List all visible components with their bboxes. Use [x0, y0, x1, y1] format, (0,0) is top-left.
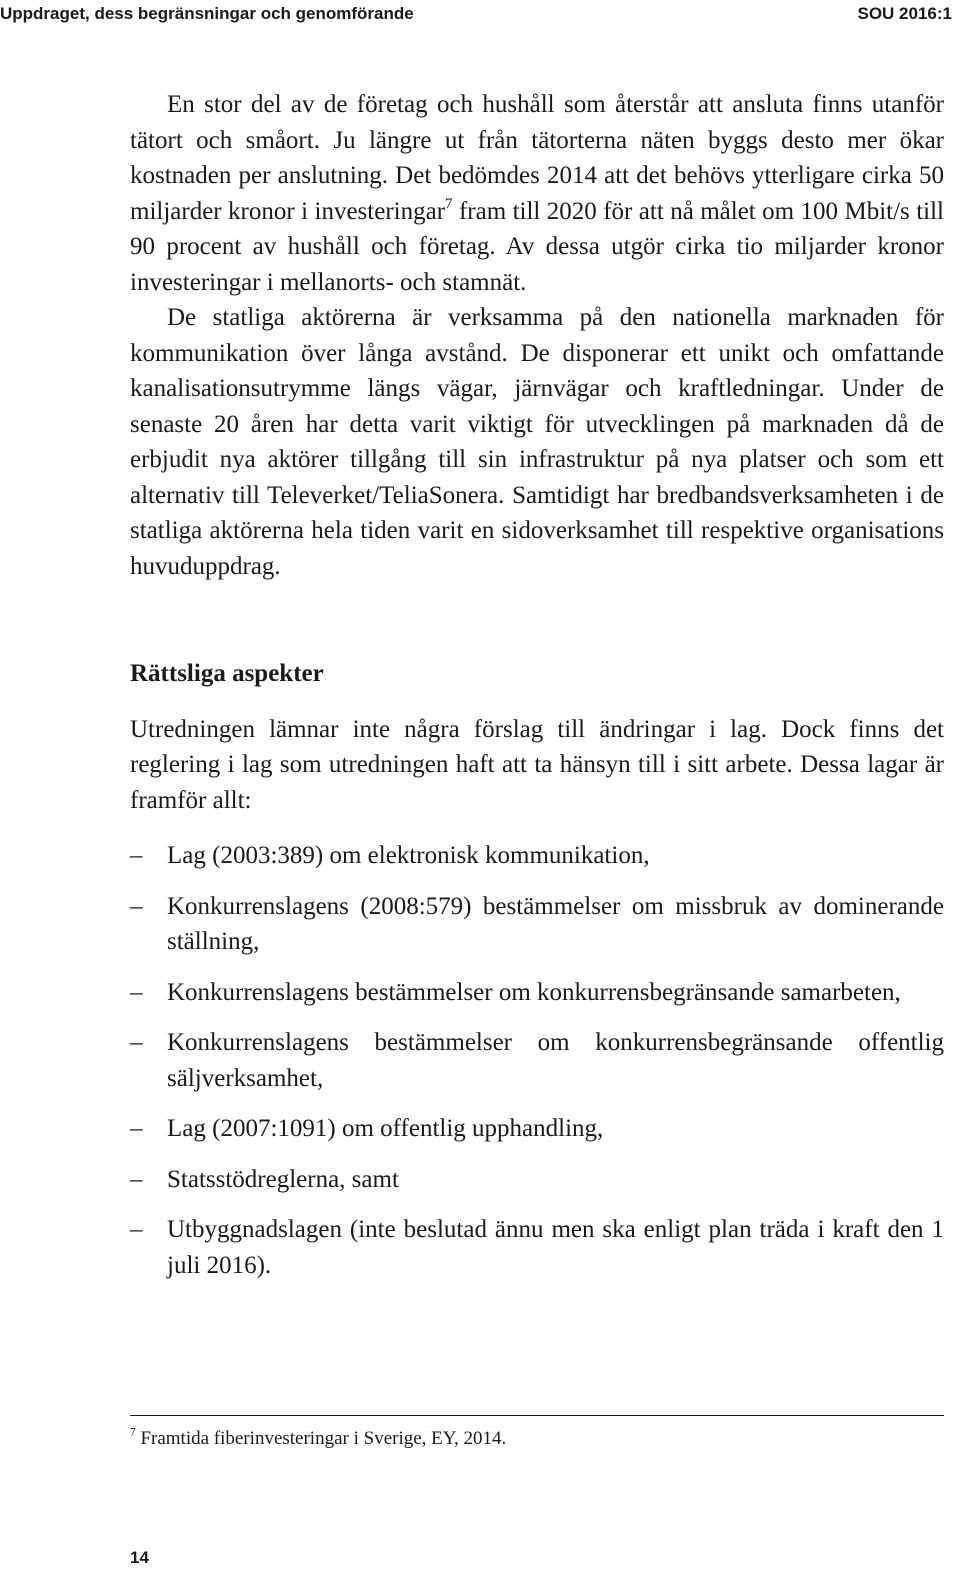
footnote-divider — [130, 1415, 944, 1416]
footnote — [130, 1426, 944, 1452]
page-number: 14 — [130, 1548, 149, 1567]
running-header — [0, 4, 952, 28]
list-item — [130, 1111, 944, 1147]
section-heading: Rättsliga aspekter — [130, 660, 324, 687]
body-paragraph-3: Utredningen lämnar inte några förslag till ändringar i lag. Dock finns det reglering i lag som utredningen haft att ta hänsyn till i sitt arbete. Dessa lagar är framför allt: — [130, 715, 944, 814]
list-item-text: Utbyggnadslagen (inte beslutad ännu men ska enligt plan träda i kraft den 1 juli 2016). — [167, 1216, 944, 1279]
footnote-text: Framtida fiberinvesteringar i Sverige, EY, 2014. — [135, 1428, 507, 1449]
list-item-text: Statsstödreglerna, samt — [167, 1165, 399, 1193]
list-item — [130, 975, 944, 1011]
list-dash: – — [130, 1216, 143, 1243]
footnote-reference: 7 — [445, 195, 453, 212]
report-id: SOU 2016:1 — [857, 4, 952, 23]
list-item — [130, 1162, 944, 1198]
list-dash: – — [130, 842, 143, 869]
list-dash: – — [130, 892, 143, 920]
chapter-title: Uppdraget, dess begränsningar och genomförande — [0, 4, 414, 23]
list-item — [130, 1212, 944, 1283]
paragraph-1-text-a: En stor del av de företag och hushåll som återstår att ansluta finns utanför tätort och småort. Ju längre ut från tätorterna näten byggs desto mer ökar kostnaden per anslutning. Det bedömdes 2014 att det behövs ytterligare cirka 50 miljarder kronor i investeringar — [130, 91, 944, 225]
list-dash: – — [130, 978, 143, 1006]
list-dash: – — [130, 1029, 143, 1056]
list-item-text: Lag (2007:1091) om offentlig upphandling, — [167, 1115, 604, 1142]
list-item — [130, 1025, 944, 1096]
list-item-text: Lag (2003:389) om elektronisk kommunikation, — [167, 842, 650, 869]
page-body — [130, 87, 944, 1298]
list-dash: – — [130, 1115, 143, 1142]
paragraph-1-text-b: fram till 2020 för att nå målet om 100 Mbit/s till 90 procent av hushåll och företag. Av dessa utgör cirka tio miljarder kronor investeringar i mellanorts- och stamnät. — [130, 197, 944, 296]
list-item-text: Konkurrenslagens bestämmelser om konkurrensbegränsande samarbeten, — [167, 978, 901, 1006]
list-item-text: Konkurrenslagens (2008:579) bestämmelser om missbruk av dominerande ställning, — [167, 892, 944, 955]
body-paragraph-2: De statliga aktörerna är verksamma på den nationella marknaden för kommunikation över långa avstånd. De disponerar ett unikt och omfattande kanalisationsutrymme längs vägar, järnvägar och kraftledningar. Under de senaste 20 åren har detta varit viktigt för utvecklingen på marknaden då de erbjudit nya aktörer tillgång till sin infrastruktur på nya platser och som ett alternativ till Televerket/TeliaSonera. Samtidigt har bredbandsverksamheten i de statliga aktörerna hela tiden varit en sidoverksamhet till respektive organisations huvuduppdrag. — [130, 304, 944, 580]
list-dash: – — [130, 1165, 143, 1193]
list-item — [130, 838, 944, 874]
body-paragraph-1 — [130, 87, 944, 300]
list-item — [130, 889, 944, 960]
list-item-text: Konkurrenslagens bestämmelser om konkurrensbegränsande offentlig säljverksamhet, — [167, 1029, 944, 1092]
footnote-number: 7 — [130, 1426, 136, 1439]
law-list — [130, 838, 944, 1283]
